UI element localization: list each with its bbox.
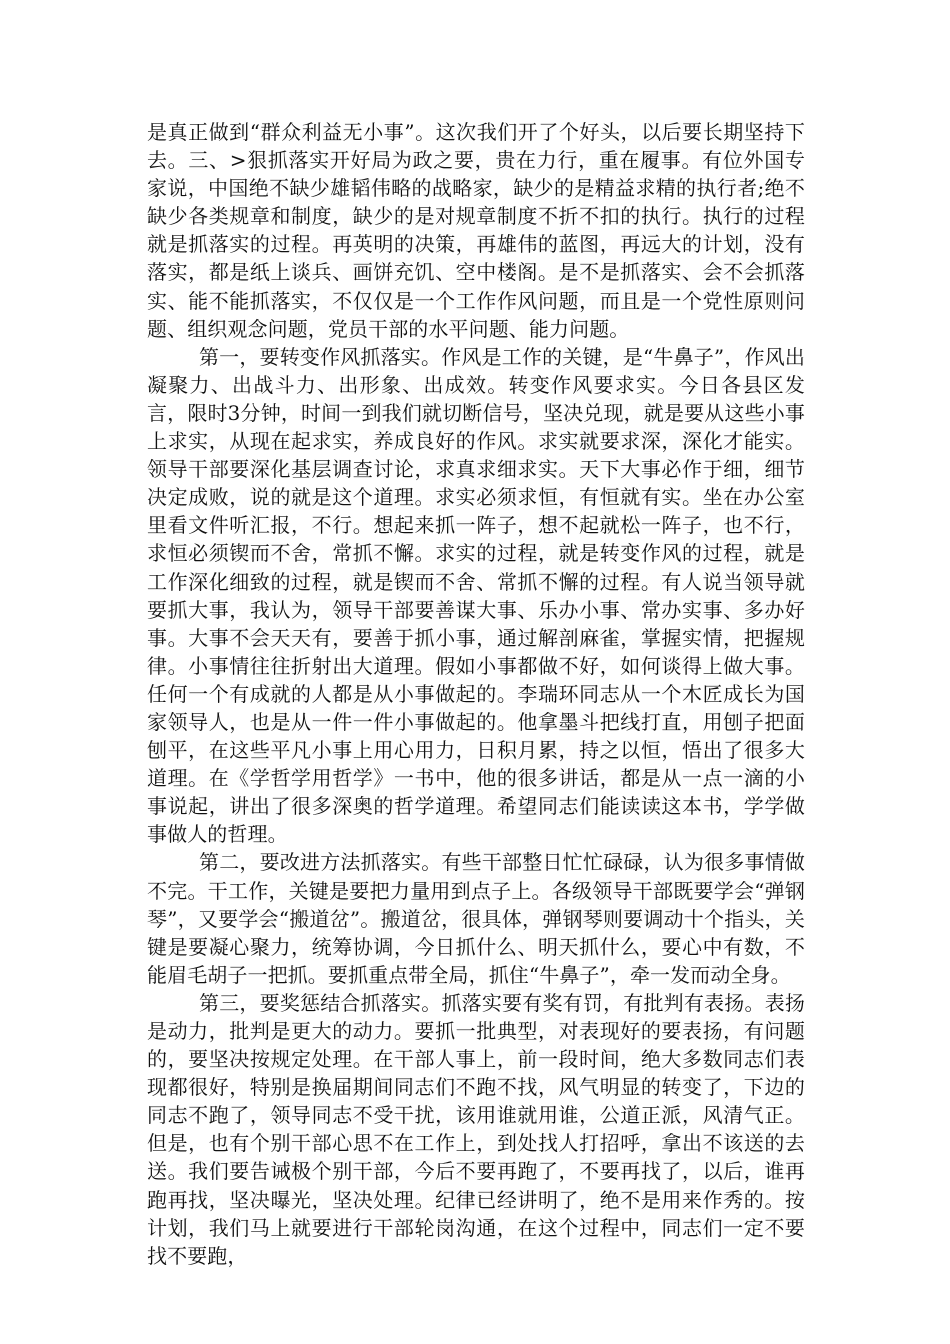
paragraph-first-point: 第一，要转变作风抓落实。作风是工作的关键，是“牛鼻子”，作风出凝聚力、出战斗力、出形象、出成效。转变作风要求实。今日各县区发言，限时3分钟，时间一到我们就切断信号，坚决兑现，就是要从这些小事上求实，从现在起求实，养成良好的作风。求实就要求深，深化才能实。领导干部要深化基层调查讨论，求真求细求实。天下大事必作于细，细节决定成败，说的就是这个道理。求实必须求恒，有恒就有实。坐在办公室里看文件听汇报，不行。想起来抓一阵子，想不起就松一阵子，也不行，求恒必须锲而不舍，常抓不懈。求实的过程，就是转变作风的过程，就是工作深化细致的过程，就是锲而不舍、常抓不懈的过程。有人说当领导就要抓大事，我认为，领导干部要善谋大事、乐办小事、常办实事、多办好事。大事不会天天有，要善于抓小事，通过解剖麻雀，掌握实情，把握规律。小事情往往折射出大道理。假如小事都做不好，如何谈得上做大事。任何一个有成就的人都是从小事做起的。李瑞环同志从一个木匠成长为国家领导人，也是从一件一件小事做起的。他拿墨斗把线打直，用刨子把面刨平，在这些平凡小事上用心用力，日积月累，持之以恒，悟出了很多大道理。在《学哲学用哲学》一书中，他的很多讲话，都是从一点一滴的小事说起，讲出了很多深奥的哲学道理。希望同志们能读读这本书，学学做事做人的哲理。 bbox=[147, 344, 805, 847]
paragraph-intro: 是真正做到“群众利益无小事”。这次我们开了个好头，以后要长期坚持下去。三、>狠抓落实开好局为政之要，贵在力行，重在履事。有位外国专家说，中国绝不缺少雄韬伟略的战略家，缺少的是精益求精的执行者;绝不缺少各类规章和制度，缺少的是对规章制度不折不扣的执行。执行的过程就是抓落实的过程。再英明的决策，再雄伟的蓝图，再远大的计划，没有落实，都是纸上谈兵、画饼充饥、空中楼阁。是不是抓落实、会不会抓落实、能不能抓落实，不仅仅是一个工作作风问题，而且是一个党性原则问题、组织观念问题，党员干部的水平问题、能力问题。 bbox=[147, 120, 805, 341]
document-body bbox=[147, 118, 805, 1270]
paragraph-second-point: 第二，要改进方法抓落实。有些干部整日忙忙碌碌，认为很多事情做不完。干工作，关键是要把力量用到点子上。各级领导干部既要学会“弹钢琴”，又要学会“搬道岔”。搬道岔，很具体，弹钢琴则要调动十个指头，关键是要凝心聚力，统筹协调，今日抓什么、明天抓什么，要心中有数，不能眉毛胡子一把抓。要抓重点带全局，抓住“牛鼻子”，牵一发而动全身。 bbox=[147, 850, 805, 987]
paragraph-third-point: 第三，要奖惩结合抓落实。抓落实要有奖有罚，有批判有表扬。表扬是动力，批判是更大的动力。要抓一批典型，对表现好的要表扬，有问题的，要坚决按规定处理。在干部人事上，前一段时间，绝大多数同志们表现都很好，特别是换届期间同志们不跑不找，风气明显的转变了，下边的同志不跑了，领导同志不受干扰，该用谁就用谁，公道正派，风清气正。但是，也有个别干部心思不在工作上，到处找人打招呼，拿出不该送的去送。我们要告诫极个别干部，今后不要再跑了，不要再找了，以后，谁再跑再找，坚决曝光，坚决处理。纪律已经讲明了，绝不是用来作秀的。按计划，我们马上就要进行干部轮岗沟通，在这个过程中，同志们一定不要找不要跑， bbox=[147, 990, 805, 1268]
